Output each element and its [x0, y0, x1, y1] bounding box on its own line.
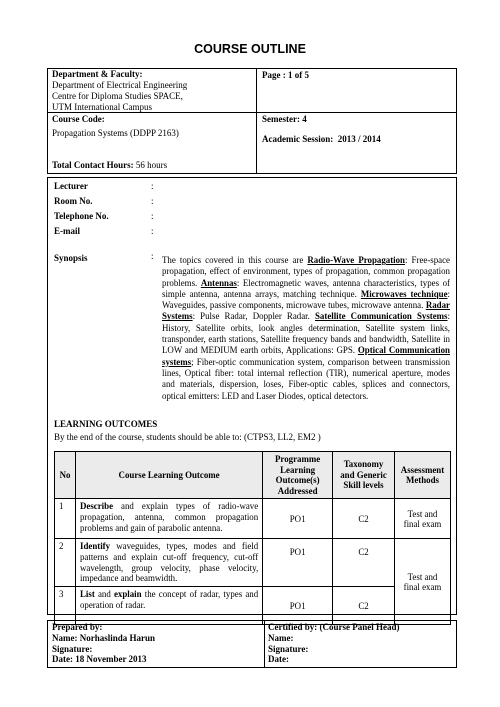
col-header-no: No — [55, 452, 76, 499]
lecturer-label: Lecturer — [54, 181, 88, 191]
course-name: Propagation Systems (DDPP 2163) — [52, 128, 179, 138]
topic-radio-wave: Radio-Wave Propagation — [307, 255, 405, 265]
approval-col-divider — [264, 620, 265, 668]
row-assessment: Test and final exam — [394, 499, 450, 539]
certified-by-section — [268, 622, 399, 665]
email-colon: : — [151, 226, 154, 236]
col-header-plo: Programme Learning Outcome(s) Addressed — [263, 452, 333, 499]
row-taxonomy: C2 — [333, 499, 395, 539]
dept-line-2: Centre for Diploma Studies SPACE, — [52, 91, 183, 101]
lecturer-colon: : — [151, 181, 154, 191]
topic-microwaves: Microwaves technique — [360, 288, 448, 299]
row-number: 1 — [55, 499, 76, 539]
row-outcome — [75, 539, 262, 587]
room-colon: : — [151, 196, 154, 206]
synopsis-text — [162, 255, 450, 402]
synopsis-part-2: : Electromagnetic waves, antenna characteristics, types of simple antenna, antenna arrays, matching technique. — [162, 277, 450, 299]
table-row — [55, 499, 451, 539]
learning-outcomes-table — [54, 451, 451, 625]
telephone-colon: : — [151, 211, 154, 221]
prepared-signature: Signature: — [52, 643, 93, 654]
row-outcome — [75, 499, 262, 539]
outcome-text: and explain types of radio-wave propagation, antenna, common propagation problems and gain of parabolic antenna. — [79, 501, 259, 533]
academic-session — [262, 134, 381, 145]
synopsis-intro: The topics covered in this course are — [162, 255, 308, 265]
course-code-label: Course Code: — [52, 114, 105, 124]
synopsis-part-1: : Free-space propagation, effect of environment, types of propagation, common propagation problems. — [162, 255, 450, 288]
outcome-connector: and — [94, 589, 114, 600]
outcome-verb: Identify — [79, 541, 111, 551]
outcome-text: the concept of radar, types and operation of radar. — [79, 589, 259, 610]
prepared-date: Date: 18 November 2013 — [52, 654, 147, 665]
prepared-name: Name: Norhaslinda Harun — [52, 632, 156, 643]
dept-section — [52, 69, 187, 113]
col-header-assessment: Assessment Methods — [394, 452, 450, 499]
synopsis-label: Synopsis — [54, 253, 88, 263]
synopsis-part-4: : Pulse Radar, Doppler Radar. — [192, 311, 315, 322]
row-outcome — [75, 587, 262, 625]
contact-hours-label: Total Contact Hours: — [52, 160, 134, 170]
topic-antennas: Antennas — [200, 277, 237, 288]
certified-name: Name: — [268, 632, 294, 643]
table-row — [55, 539, 451, 587]
learning-outcomes-intro: By the end of the course, students should be able to: (CTPS3, LL2, EM2 ) — [54, 432, 321, 442]
certified-signature: Signature: — [268, 643, 309, 654]
row-number: 3 — [55, 587, 76, 625]
row-plo: PO1 — [263, 499, 333, 539]
outcome-verb: List — [79, 589, 95, 600]
col-header-clo: Course Learning Outcome — [75, 452, 262, 499]
email-label: E-mail — [54, 226, 80, 236]
topic-radar: Radar Systems — [162, 300, 450, 322]
topic-satellite: Satellite Communication Systems — [314, 311, 448, 322]
learning-outcomes-heading: LEARNING OUTCOMES — [54, 419, 158, 429]
semester: Semester: 4 — [262, 114, 307, 124]
row-plo: PO1 — [263, 539, 333, 587]
row-number: 2 — [55, 539, 76, 587]
topic-optical: Optical Communication systems — [162, 345, 450, 367]
synopsis-part-5: : History, Satellite orbits, look angles determination, Satellite system links, transponder, earth stations, Satellite frequency bands and bandwidth, Satellite in LOW and MEDIUM earth orbits, Applications: GPS. — [162, 311, 450, 356]
certified-label: Certified by: (Course Panel Head) — [268, 622, 400, 632]
synopsis-colon: : — [151, 251, 154, 261]
contact-hours — [52, 160, 167, 171]
synopsis-part-3: : Waveguides, passive components, microwave tubes, microwave antenna. — [162, 288, 450, 311]
outcome-verb: Describe — [79, 501, 114, 511]
session-label: Academic Session: — [262, 134, 334, 144]
session-value: 2013 / 2014 — [337, 134, 381, 144]
header-col-divider — [256, 68, 257, 174]
telephone-label: Telephone No. — [54, 211, 109, 221]
certified-date: Date: — [268, 654, 289, 665]
page-number: Page : 1 of 5 — [262, 70, 309, 80]
contact-hours-value: 56 hours — [135, 160, 168, 170]
outcome-verb-2: explain — [113, 589, 142, 600]
outcome-text: waveguides, types, modes and field patterns and explain cut-off frequency, cut-off wavelength, group velocity, phase velocity, impedance and beamwidth. — [79, 541, 259, 584]
room-label: Room No. — [54, 196, 93, 206]
prepared-label: Prepared by: — [52, 622, 103, 632]
row-assessment: Test and final exam — [394, 539, 450, 625]
row-taxonomy: C2 — [333, 539, 395, 587]
synopsis-part-6: ; Fiber-optic communication system, comparison between transmission lines, Optical fiber: total internal reflection (TIR), numerical aperture, modes and materials, dispersion, loses, Fiber-optic cables, splices and connectors, optical emitters: LED and Laser Diodes, optical detectors. — [162, 356, 450, 401]
table-row — [55, 587, 451, 625]
document-title: COURSE OUTLINE — [194, 42, 306, 56]
row-plo: PO1 — [263, 587, 333, 625]
row-taxonomy: C2 — [333, 587, 395, 625]
dept-label: Department & Faculty: — [52, 69, 143, 79]
col-header-taxonomy: Taxonomy and Generic Skill levels — [333, 452, 395, 499]
prepared-by-section — [52, 622, 155, 665]
dept-line-3: UTM International Campus — [52, 102, 152, 112]
dept-line-1: Department of Electrical Engineering — [52, 80, 188, 90]
